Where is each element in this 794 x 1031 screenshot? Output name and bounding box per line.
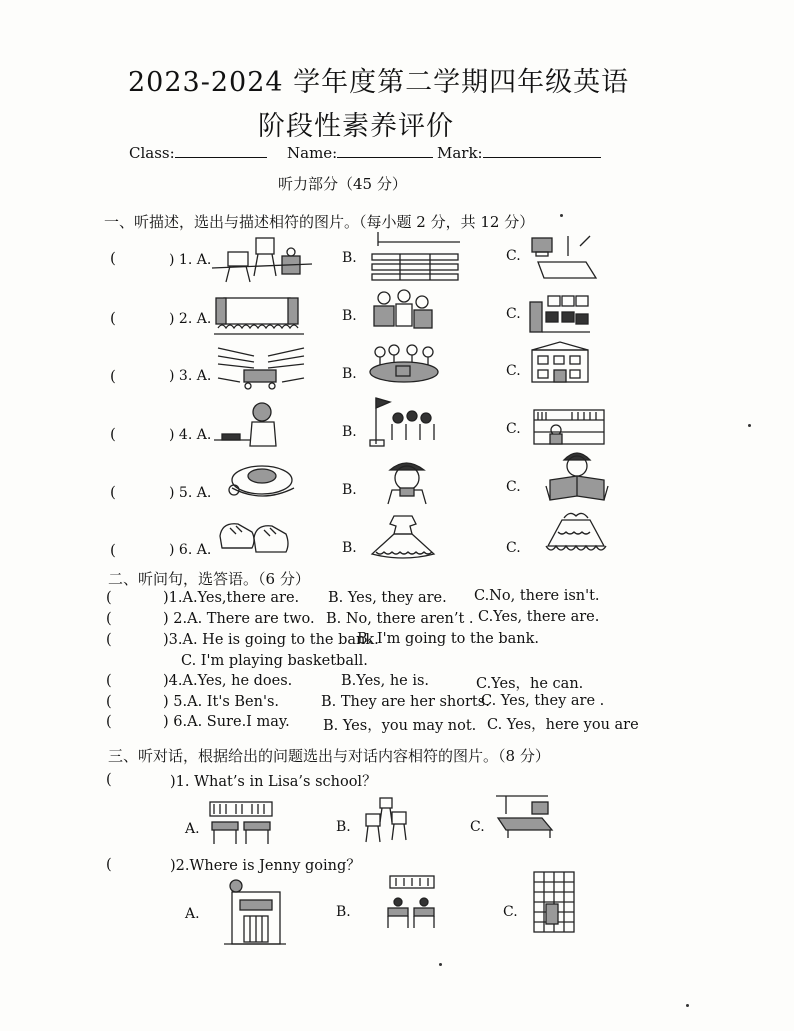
section2-heading: 二、听问句，选答语。（6 分） [108, 570, 310, 588]
s1-q1-number: ) 1. A. [169, 252, 212, 268]
s3-q1-option-a: A. [185, 821, 200, 837]
s1-q5-answer-paren[interactable]: ( [110, 483, 116, 501]
boy-reading-book-picture[interactable] [544, 446, 610, 508]
library-room-picture[interactable] [206, 800, 278, 846]
scan-speck [748, 424, 751, 427]
s1-q4-answer-paren[interactable]: ( [110, 425, 116, 443]
s1-q2-number: ) 2. A. [169, 311, 212, 327]
s2-q2-option-a: ) 2.A. There are two. [163, 611, 315, 627]
s1-q4-number: ) 4. A. [169, 427, 212, 443]
s2-q5-option-b: B. They are her shorts. [321, 694, 490, 710]
supermarket-cart-picture[interactable] [214, 342, 308, 390]
s2-q2-option-c: C.Yes, there are. [478, 609, 600, 625]
classroom-chairs-picture[interactable] [212, 232, 312, 284]
exam-title-line2: 阶段性素养评价 [258, 111, 454, 142]
mark-blank[interactable] [483, 143, 601, 158]
s2-q1-option-a: )1.A.Yes,there are. [163, 590, 300, 606]
scan-speck [439, 963, 442, 966]
name-label: Name: [287, 144, 338, 162]
s2-q2-option-b: B. No, there aren’t . [326, 611, 474, 627]
s1-q1-option-c: C. [506, 248, 521, 264]
dining-room-picture[interactable] [382, 872, 440, 930]
class-field [129, 143, 267, 162]
stage-hall-picture[interactable] [214, 296, 306, 338]
boy-eating-picture[interactable] [378, 456, 436, 506]
s3-q1-option-c: C. [470, 819, 485, 835]
s2-q4-option-b: B.Yes, he is. [341, 673, 430, 689]
s3-q1-question: )1. What’s in Lisa’s school？ [170, 774, 377, 790]
s2-q6-answer-paren[interactable]: ( [106, 714, 112, 730]
dress-picture[interactable] [368, 514, 438, 560]
s3-q2-option-b: B. [336, 904, 351, 920]
s2-q4-answer-paren[interactable]: ( [106, 673, 112, 689]
s3-q1-option-b: B. [336, 819, 351, 835]
office-tower-picture[interactable] [530, 870, 578, 934]
cap-hat-picture[interactable] [222, 460, 298, 502]
school-building-picture[interactable] [528, 340, 592, 384]
library-shelves-picture[interactable] [370, 232, 462, 282]
s2-q4-option-a: )4.A.Yes, he does. [163, 673, 293, 689]
s1-q5-number: ) 5. A. [169, 485, 212, 501]
s2-q1-answer-paren[interactable]: ( [106, 590, 112, 606]
s2-q5-option-a: ) 5.A. It's Ben's. [163, 694, 279, 710]
computer-room-picture[interactable] [530, 232, 598, 284]
s3-q2-question: )2.Where is Jenny going？ [170, 858, 361, 874]
bookshelf-library-picture[interactable] [532, 408, 606, 448]
class-label: Class: [129, 144, 175, 162]
s2-q3-option-b: B. I'm going to the bank. [357, 631, 540, 647]
mark-label: Mark: [437, 144, 483, 162]
s1-q2-option-c: C. [506, 306, 521, 322]
sneakers-picture[interactable] [216, 518, 292, 558]
students-reading-picture[interactable] [370, 288, 436, 334]
name-blank[interactable] [337, 143, 433, 158]
s1-q2-option-b: B. [342, 308, 357, 324]
s3-q2-option-c: C. [503, 904, 518, 920]
s1-q6-option-c: C. [506, 540, 521, 556]
s3-q2-answer-paren[interactable]: ( [106, 857, 112, 873]
s1-q5-option-b: B. [342, 482, 357, 498]
s1-q3-option-c: C. [506, 363, 521, 379]
s2-q2-answer-paren[interactable]: ( [106, 611, 112, 627]
girl-on-phone-picture[interactable] [214, 400, 286, 450]
s2-q6-option-a: ) 6.A. Sure.I may. [163, 714, 290, 730]
exam-title-line1: 2023-2024 学年度第二学期四年级英语 [128, 67, 630, 98]
s3-q2-option-a: A. [185, 906, 200, 922]
skirt-picture[interactable] [540, 510, 612, 556]
s1-q6-number: ) 6. A. [169, 542, 212, 558]
s1-q5-option-c: C. [506, 479, 521, 495]
s3-q1-answer-paren[interactable]: ( [106, 772, 112, 788]
s2-q4-option-c: C.Yes，he can. [476, 676, 584, 692]
scan-speck [560, 214, 563, 217]
s2-q3-answer-paren[interactable]: ( [106, 632, 112, 648]
class-blank[interactable] [175, 143, 267, 158]
flag-students-picture[interactable] [370, 396, 440, 448]
s1-q1-answer-paren[interactable]: ( [110, 249, 116, 267]
s1-q1-option-b: B. [342, 250, 357, 266]
mark-field [437, 143, 601, 162]
s2-q5-answer-paren[interactable]: ( [106, 694, 112, 710]
computer-desk-picture[interactable] [494, 792, 556, 840]
s2-q3-option-a: )3.A. He is going to the bank. [163, 632, 379, 648]
desks-chairs-picture[interactable] [362, 796, 416, 844]
s2-q5-option-c: C. Yes, they are . [481, 693, 605, 709]
tall-building-picture[interactable] [224, 878, 286, 948]
s2-q6-option-b: B. Yes，you may not. [323, 718, 477, 734]
s2-q3-option-c: C. I'm playing basketball. [181, 653, 368, 669]
s2-q1-option-b: B. Yes, they are. [328, 590, 447, 606]
s1-q2-answer-paren[interactable]: ( [110, 309, 116, 327]
scan-speck [686, 1004, 689, 1007]
s1-q3-number: ) 3. A. [169, 368, 212, 384]
name-field [287, 143, 433, 162]
s1-q3-answer-paren[interactable]: ( [110, 367, 116, 385]
s1-q3-option-b: B. [342, 366, 357, 382]
section3-heading: 三、听对话，根据给出的问题选出与对话内容相符的图片。（8 分） [108, 747, 550, 765]
section1-heading: 一、听描述，选出与描述相符的图片。（每小题 2 分，共 12 分） [104, 213, 535, 231]
s2-q1-option-c: C.No, there isn't. [474, 588, 600, 604]
s1-q6-answer-paren[interactable]: ( [110, 541, 116, 559]
park-trees-picture[interactable] [368, 344, 440, 384]
s1-q6-option-b: B. [342, 540, 357, 556]
classroom-desks-picture[interactable] [528, 294, 592, 338]
s1-q4-option-b: B. [342, 424, 357, 440]
s1-q4-option-c: C. [506, 421, 521, 437]
s2-q6-option-c: C. Yes，here you are [487, 717, 639, 733]
listening-part-label: 听力部分（45 分） [278, 175, 407, 193]
